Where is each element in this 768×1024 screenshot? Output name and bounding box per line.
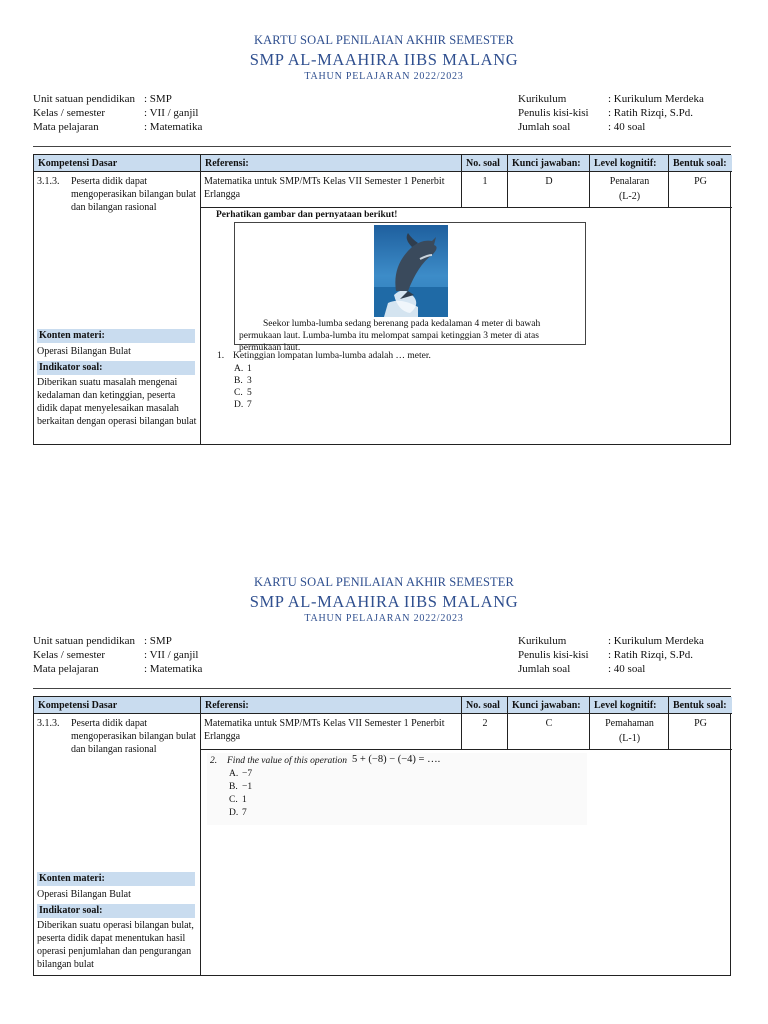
meta-key: Penulis kisi-kisi [518, 649, 589, 661]
meta-key: Kelas / semester [33, 107, 106, 119]
divider [33, 146, 731, 147]
konten-title: Konten materi: [37, 329, 195, 343]
indikator-text: Diberikan suatu operasi bilangan bulat, peserta didik dapat menentukan hasil operasi penjumlahan dan pengurangan bilangan bulat [37, 920, 194, 970]
school-name: SMP AL-MAAHIRA IIBS MALANG [249, 50, 519, 69]
option-letter: A. [234, 364, 244, 374]
card-title: KARTU SOAL PENILAIAN AKHIR SEMESTER [254, 575, 514, 589]
kd-code: 3.1.3. [37, 176, 60, 187]
option-c[interactable] [234, 387, 252, 399]
kunci-jawaban: C [545, 718, 553, 729]
option-letter: A. [229, 769, 239, 779]
option-text: 1 [247, 364, 252, 374]
option-text: 1 [242, 795, 247, 805]
meta-key: Jumlah soal [518, 121, 571, 133]
header-kunci: Kunci jawaban: [508, 155, 590, 172]
header-kd: Kompetensi Dasar [34, 697, 201, 714]
header-ref: Referensi: [201, 155, 462, 172]
meta-key: Mata pelajaran [33, 663, 99, 675]
header-kunci: Kunci jawaban: [508, 697, 590, 714]
meta-value: : 40 soal [608, 663, 646, 675]
meta-value: : VII / ganjil [144, 649, 199, 661]
level-code: (L-1) [618, 733, 641, 744]
konten-title: Konten materi: [37, 872, 195, 886]
divider [33, 688, 731, 689]
meta-key: Mata pelajaran [33, 121, 99, 133]
level-code: (L-2) [618, 191, 641, 202]
header-ref: Referensi: [201, 697, 462, 714]
question-text: Find the value of this operation [227, 756, 348, 766]
meta-value: : VII / ganjil [144, 107, 199, 119]
question-table [33, 154, 731, 445]
header-bentuk: Bentuk soal: [669, 697, 732, 714]
header-level: Level kognitif: [590, 697, 669, 714]
header-bentuk: Bentuk soal: [669, 155, 732, 172]
option-c[interactable] [229, 794, 247, 806]
question-text: Ketinggian lompatan lumba-lumba adalah … meter. [233, 351, 431, 361]
bentuk-soal: PG [694, 718, 707, 729]
meta-key: Kurikulum [518, 93, 567, 105]
meta-value: : Matematika [144, 121, 203, 133]
level-kognitif: Pemahaman [605, 718, 654, 729]
level-kognitif: Penalaran [609, 176, 650, 187]
option-letter: C. [229, 795, 238, 805]
meta-value: : Ratih Rizqi, S.Pd. [608, 107, 693, 119]
meta-key: Unit satuan pendidikan [33, 93, 136, 105]
meta-value: : SMP [144, 635, 172, 647]
meta-right [518, 634, 704, 676]
card-title: KARTU SOAL PENILAIAN AKHIR SEMESTER [254, 33, 514, 47]
meta-value: : Kurikulum Merdeka [608, 635, 704, 647]
school-year: TAHUN PELAJARAN 2022/2023 [304, 613, 464, 624]
figure-caption: Seekor lumba-lumba sedang berenang pada kedalaman 4 meter di bawah permukaan laut. Lumba-lumba itu melompat sampai ketinggian 3 meter di atas permukaan laut. [239, 319, 541, 353]
indikator-title: Indikator soal: [37, 904, 195, 918]
option-letter: D. [234, 400, 244, 410]
meta-key: Kelas / semester [33, 649, 106, 661]
option-text: 5 [247, 388, 252, 398]
meta-right [518, 92, 704, 134]
header-no: No. soal [462, 697, 508, 714]
header-no: No. soal [462, 155, 508, 172]
meta-value: : Ratih Rizqi, S.Pd. [608, 649, 693, 661]
no-soal: 2 [482, 718, 488, 729]
option-text: −7 [242, 769, 253, 779]
option-a[interactable] [234, 363, 252, 375]
option-text: 3 [247, 376, 252, 386]
indikator-text: Diberikan suatu masalah mengenai kedalaman dan ketinggian, peserta didik dapat menyelesaikan masalah berkaitan dengan operasi bilangan bulat [37, 377, 197, 427]
meta-value: : 40 soal [608, 121, 646, 133]
school-name: SMP AL-MAAHIRA IIBS MALANG [249, 592, 519, 611]
option-b[interactable] [234, 375, 252, 387]
option-letter: B. [229, 782, 238, 792]
kd-text: Peserta didik dapat mengoperasikan bilangan bulat dan bilangan rasional [71, 718, 196, 755]
meta-key: Unit satuan pendidikan [33, 635, 136, 647]
option-text: 7 [242, 808, 247, 818]
question-intro: Perhatikan gambar dan pernyataan berikut! [216, 210, 398, 220]
question-expression: 5 + (−8) − (−4) = …. [352, 754, 441, 765]
figure-box [234, 222, 586, 353]
option-b[interactable] [229, 781, 252, 793]
konten-text: Operasi Bilangan Bulat [37, 889, 131, 900]
header-kd: Kompetensi Dasar [34, 155, 201, 172]
option-d[interactable] [234, 399, 252, 411]
option-d[interactable] [229, 807, 247, 819]
reference-text: Matematika untuk SMP/MTs Kelas VII Semester 1 Penerbit Erlangga [204, 176, 445, 200]
kd-code: 3.1.3. [37, 718, 60, 729]
meta-value: : Kurikulum Merdeka [608, 93, 704, 105]
meta-left [33, 634, 202, 676]
option-letter: C. [234, 388, 243, 398]
reference-text: Matematika untuk SMP/MTs Kelas VII Semester 1 Penerbit Erlangga [204, 718, 445, 742]
kd-text: Peserta didik dapat mengoperasikan bilangan bulat dan bilangan rasional [71, 176, 196, 213]
option-text: 7 [247, 400, 252, 410]
option-a[interactable] [229, 768, 252, 780]
option-text: −1 [242, 782, 253, 792]
option-letter: D. [229, 808, 239, 818]
indikator-title: Indikator soal: [37, 361, 195, 375]
meta-value: : Matematika [144, 663, 203, 675]
meta-key: Jumlah soal [518, 663, 571, 675]
no-soal: 1 [482, 176, 488, 187]
meta-value: : SMP [144, 93, 172, 105]
meta-left [33, 92, 202, 134]
dolphin-image [374, 225, 448, 317]
meta-key: Kurikulum [518, 635, 567, 647]
question-number: 1. [217, 351, 225, 361]
konten-text: Operasi Bilangan Bulat [37, 346, 131, 357]
option-letter: B. [234, 376, 243, 386]
header-level: Level kognitif: [590, 155, 669, 172]
school-year: TAHUN PELAJARAN 2022/2023 [304, 71, 464, 82]
kunci-jawaban: D [545, 176, 553, 187]
question-number: 2. [210, 756, 218, 766]
question-table [33, 696, 731, 976]
bentuk-soal: PG [694, 176, 707, 187]
meta-key: Penulis kisi-kisi [518, 107, 589, 119]
